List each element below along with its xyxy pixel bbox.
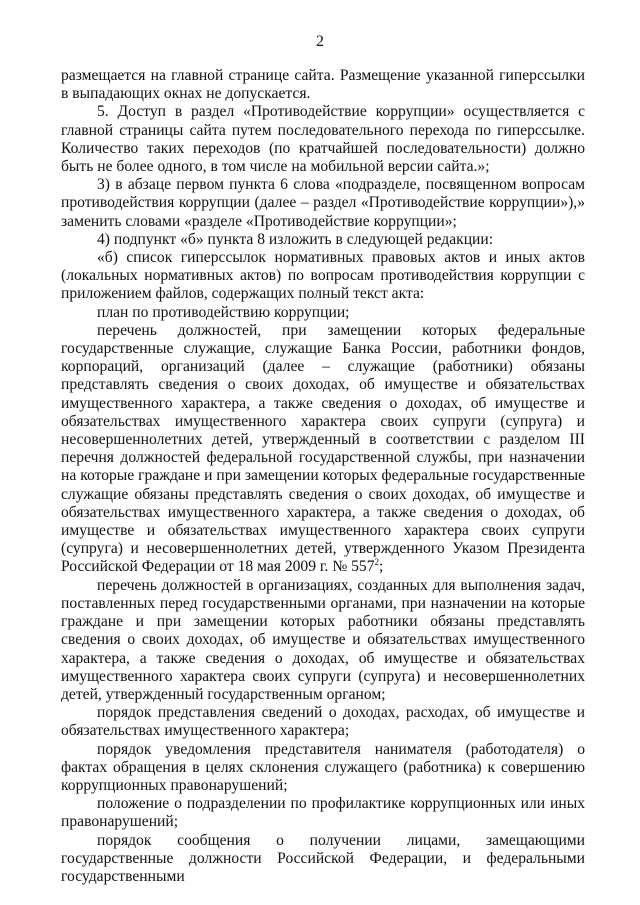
paragraph-1: размещается на главной странице сайта. Размещение указанной гиперссылки в выпадающих окнах не допускается. — [61, 67, 585, 103]
paragraph-6: план по противодействию коррупции; — [97, 303, 350, 321]
page-number: 2 — [316, 33, 324, 50]
paragraph-7-suffix: ; — [379, 558, 384, 576]
paragraph-2: 5. Доступ в раздел «Противодействие коррупции» осуществляется с главной страницы сайта путем последовательного перехода по гиперссылке. Количество таких переходов (по кратчайшей последовательности) должно быть не более одного, в том числе на мобильной версии сайта.»; — [61, 103, 585, 176]
footnote-marker: 2 — [374, 557, 380, 568]
paragraph-11: положение о подразделении по профилактике коррупционных или иных правонарушений; — [61, 795, 585, 831]
paragraph-12: порядок сообщения о получении лицами, замещающими государственные должности Российской Федерации, и федеральными государственными — [61, 831, 585, 885]
paragraph-3: 3) в абзаце первом пункта 6 слова «подразделе, посвященном вопросам противодействия коррупции (далее – раздел «Противодействие коррупции»),» заменить словами «разделе «Противодействие коррупции»; — [61, 176, 585, 230]
paragraph-7 — [61, 322, 585, 577]
paragraph-10: порядок уведомления представителя нанимателя (работодателя) о фактах обращения в целях склонения служащего (работника) к совершению коррупционных правонарушений; — [61, 740, 585, 794]
paragraph-4: 4) подпункт «б» пункта 8 изложить в следующей редакции: — [97, 230, 494, 248]
document-body — [61, 67, 585, 886]
paragraph-8: перечень должностей в организациях, созданных для выполнения задач, поставленных перед государственными органами, при назначении на которые граждане и при замещении которых работники обязаны представлять сведения о своих доходах, об имуществе и обязательствах имущественного характера, а также сведения о доходах, об имуществе и обязательствах имущественного характера своих супруги (супруга) и несовершеннолетних детей, утвержденный государственным органом; — [61, 576, 585, 703]
paragraph-5: «б) список гиперссылок нормативных правовых актов и иных актов (локальных нормативных актов) по вопросам противодействия коррупции с приложением файлов, содержащих полный текст акта: — [61, 249, 585, 303]
paragraph-9: порядок представления сведений о доходах, расходах, об имуществе и обязательствах имущественного характера; — [61, 704, 585, 740]
paragraph-7-text: перечень должностей, при замещении которых федеральные государственные служащие, служащие Банка России, работники фондов, корпораций, организаций (далее – служащие (работники) обязаны представлять сведения о своих доходах, об имуществе и обязательствах имущественного характера, а также сведения о доходах, об имуществе и обязательствах имущественного характера своих супруги (супруга) и несовершеннолетних детей, утвержденный в соответствии с разделом III перечня должностей федеральной государственной службы, при назначении на которые граждане и при замещении которых федеральные государственные служащие обязаны представлять сведения о своих доходах, об имуществе и обязательствах имущественного характера, а также сведения о доходах, об имуществе и обязательствах имущественного характера своих супруги (супруга) и несовершеннолетних детей, утвержденного Указом Президента Российской Федерации от 18 мая 2009 г. № 557 — [61, 321, 585, 576]
